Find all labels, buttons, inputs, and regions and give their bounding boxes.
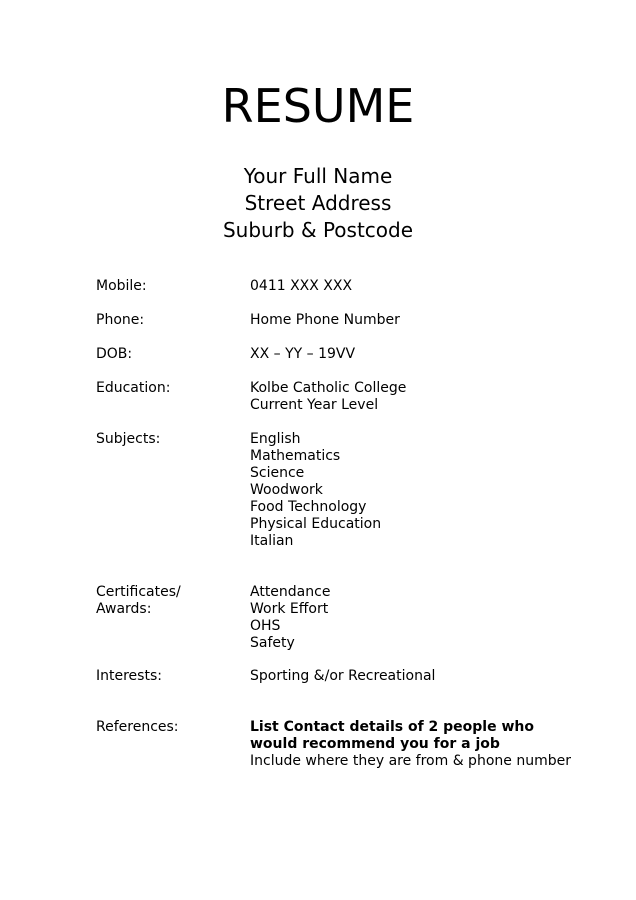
field-value: 0411 XXX XXX [250, 278, 353, 294]
field-label [96, 584, 246, 618]
field-label: DOB: [96, 346, 133, 362]
full-name: Your Full Name [243, 164, 393, 188]
field-values [250, 431, 620, 550]
street-address: Street Address [244, 191, 392, 215]
field-value: would recommend you for a job [250, 736, 500, 752]
field-label: References: [96, 719, 179, 735]
field-value: Food Technology [250, 499, 367, 515]
resume-title: RESUME [221, 79, 415, 133]
field-value: Attendance [250, 584, 331, 600]
field-values [250, 719, 620, 770]
field-label: Phone: [96, 312, 145, 328]
field-value: Work Effort [250, 601, 329, 617]
field-values [250, 668, 620, 685]
field-value: Italian [250, 533, 294, 549]
field-value: Safety [250, 635, 295, 651]
field-value: OHS [250, 618, 281, 634]
field-label: Interests: [96, 668, 162, 684]
field-value: Physical Education [250, 516, 382, 532]
field-value: Home Phone Number [250, 312, 400, 328]
field-value: XX – YY – 19VV [250, 346, 356, 362]
field-values [250, 312, 620, 329]
field-label: Mobile: [96, 278, 147, 294]
field-label-line: Awards: [96, 601, 152, 617]
field-values [250, 278, 620, 295]
field-value: Sporting &/or Recreational [250, 668, 436, 684]
field-label: Education: [96, 380, 171, 396]
field-value: Include where they are from & phone number [250, 753, 571, 769]
field-value: List Contact details of 2 people who [250, 719, 534, 735]
field-label: Subjects: [96, 431, 161, 447]
field-values [250, 584, 620, 652]
field-value: Mathematics [250, 448, 341, 464]
field-value: Science [250, 465, 305, 481]
field-label-line: Certificates/ [96, 584, 181, 600]
suburb-postcode: Suburb & Postcode [222, 218, 414, 242]
field-value: Woodwork [250, 482, 323, 498]
field-values [250, 380, 620, 414]
field-values [250, 346, 620, 363]
field-value: Kolbe Catholic College [250, 380, 407, 396]
field-value: English [250, 431, 301, 447]
field-value: Current Year Level [250, 397, 379, 413]
